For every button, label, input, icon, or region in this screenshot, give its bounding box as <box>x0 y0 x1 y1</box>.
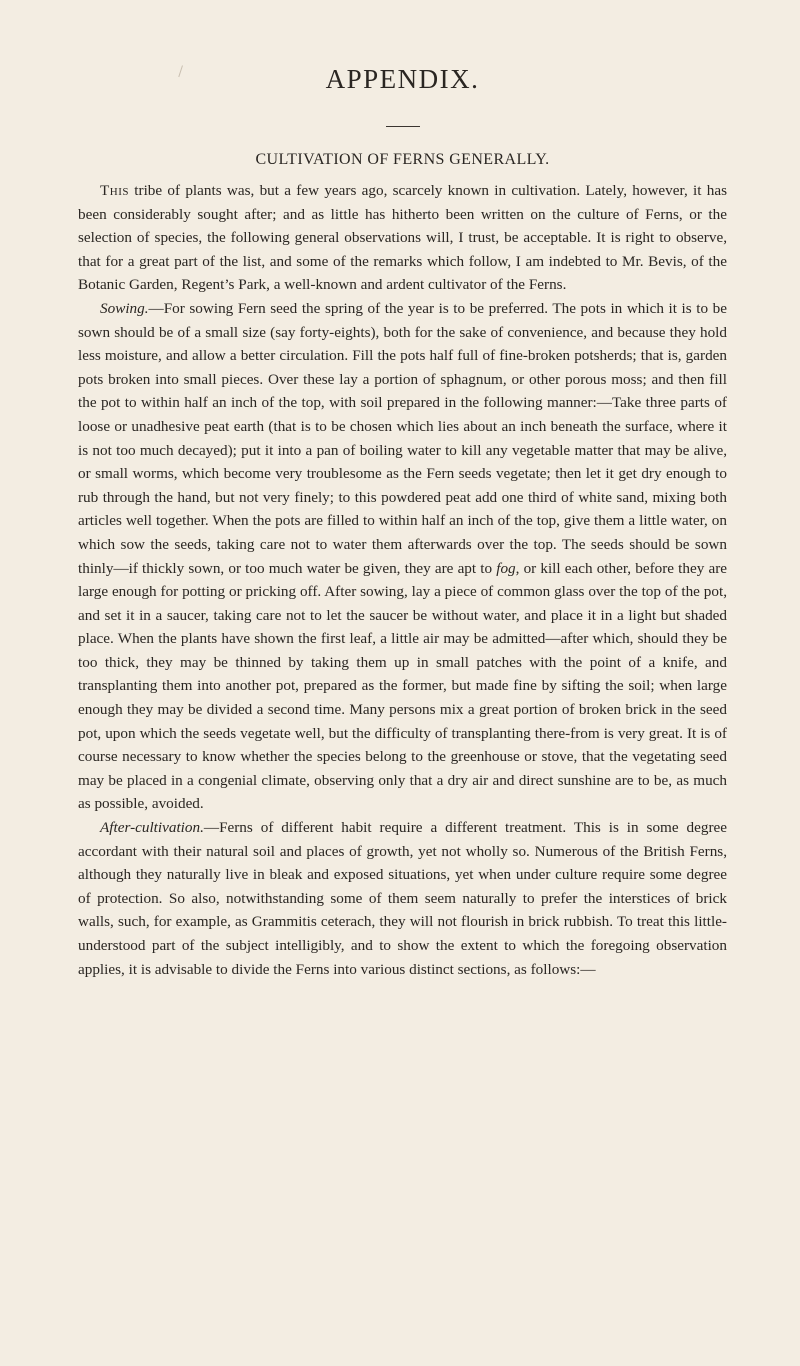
sowing-lead: Sowing. <box>100 299 149 317</box>
intro-paragraph <box>78 179 727 297</box>
sowing-paragraph <box>78 297 727 816</box>
section-heading: CULTIVATION OF FERNS GENERALLY. <box>255 151 550 168</box>
after-cultivation-paragraph <box>78 816 727 981</box>
appendix-title: APPENDIX. <box>325 64 480 94</box>
intro-text: tribe of plants was, but a few years ago, scarcely known in cultivation. Lately, however, it has been considerably sought after; and as little has hitherto been written on the culture of Ferns, or the selection of species, the following general observations will, I trust, be acceptable. It is right to observe, that for a great part of the list, and some of the remarks which follow, I am indebted to Mr. Bevis, of the Botanic Garden, Regent’s Park, a well-known and ardent cultivator of the Ferns. <box>78 182 727 294</box>
after-cultivation-lead: After-cultivation. <box>100 819 204 837</box>
sowing-text-part1: —For sowing Fern seed the spring of the year is to be preferred. The pots in which it is to be sown should be of a small size (say forty-eights), both for the sake of convenience, and because they hold less moisture, and allow a better circulation. Fill the pots half full of fine-broken potsherds; that is, garden pots broken into small pieces. Over these lay a portion of sphagnum, or other porous moss; and then fill the pot to within half an inch of the top, with soil prepared in the following manner:—Take three parts of loose or unadhesive peat earth (that is to be chosen which lies about an inch beneath the surface, where it is not too much decayed); put it into a pan of boiling water to kill any vegetable matter that may be alive, or small worms, which become very troublesome as the Fern seeds vegetate; then let it get dry enough to rub through the hand, but not very finely; to this powdered peat add one third of white sand, mixing both articles well together. When the pots are filled to within half an inch of the top, give them a little water, on which sow the seeds, taking care not to water them afterwards over the top. The seeds should be sown thinly—if thickly sown, or too much water be given, they are apt to <box>78 299 727 577</box>
intro-lead: This <box>100 182 130 199</box>
title-rule <box>386 126 420 127</box>
sowing-text-part2: , or kill each other, before they are large enough for potting or pricking off. After sowing, lay a piece of common glass over the top of the pot, and set it in a saucer, taking care not to let the saucer be without water, and place it in a light but shaded place. When the plants have shown the first leaf, a little air may be admitted—after which, should they be too thick, they may be thinned by taking them up in small patches with the point of a knife, and transplanting them into another pot, prepared as the former, but made fine by sifting the soil; when large enough they may be divided a second time. Many persons mix a great portion of broken brick in the seed pot, upon which the seeds vegetate well, but the difficulty of transplanting there-from is very great. It is of course necessary to know whether the species belong to the greenhouse or stove, that the vegetating seed may be placed in a congenial climate, observing only that a dry air and direct sunshine are to be, as much as possible, avoided. <box>78 559 727 813</box>
sowing-fog-word: fog <box>496 559 516 577</box>
after-cultivation-text: —Ferns of different habit require a different treatment. This is in some degree accordant with their natural soil and places of growth, yet not wholly so. Numerous of the British Ferns, although they naturally live in bleak and exposed situations, yet when under culture require some degree of protection. So also, notwithstanding some of them seem naturally to prefer the interstices of brick walls, such, for example, as Grammitis ceterach, they will not flourish in brick rubbish. To treat this little-understood part of the subject intelligibly, and to show the extent to which the foregoing observation applies, it is advisable to divide the Ferns into various distinct sections, as follows:— <box>78 819 727 978</box>
